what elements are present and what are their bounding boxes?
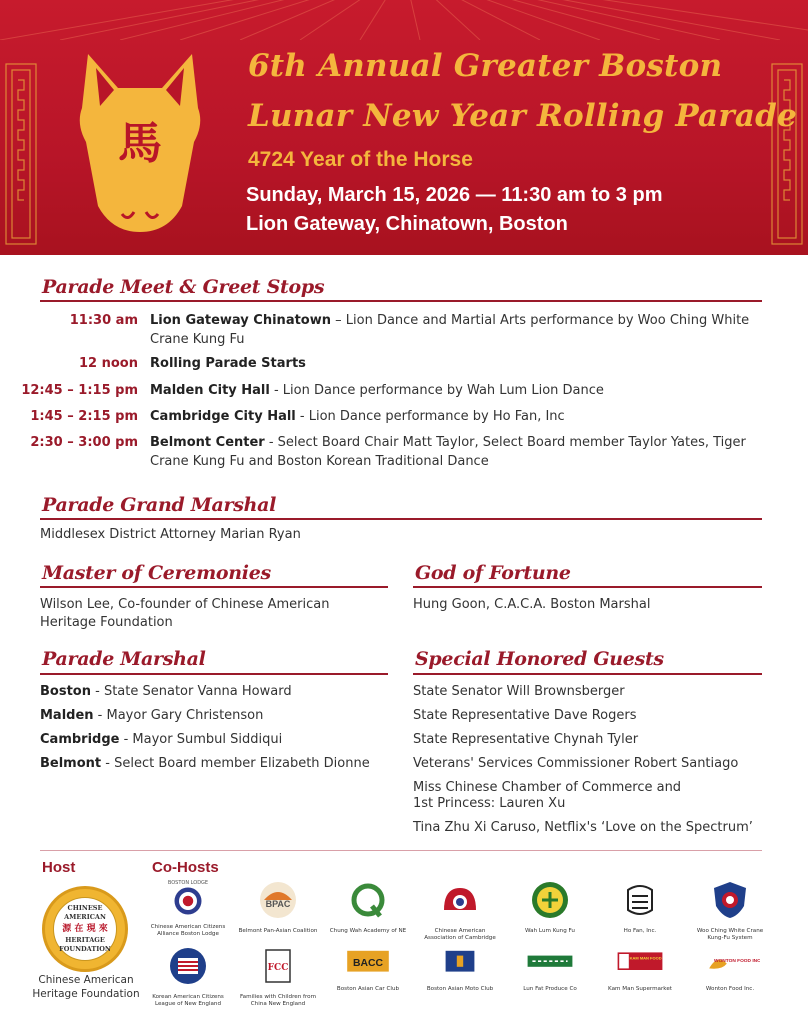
host-label: Host bbox=[42, 859, 76, 876]
cohost-logo bbox=[326, 880, 410, 935]
host-name-line2: Heritage Foundation bbox=[32, 988, 140, 1000]
marshal-person: - State Senator Vanna Howard bbox=[90, 684, 292, 699]
seal-bottom-text: HERITAGE FOUNDATION bbox=[59, 936, 111, 953]
bpac-badge: BPAC bbox=[265, 899, 291, 909]
master-of-ceremonies-text: Wilson Lee, Co-founder of Chinese American Heritage Foundation bbox=[40, 597, 330, 630]
chung-wah-logo-icon bbox=[348, 880, 388, 920]
marshal-item bbox=[40, 755, 370, 773]
bacc-badge: BACC bbox=[352, 958, 384, 969]
cohost-logo bbox=[146, 946, 230, 1008]
honored-guests-heading: Special Honored Guests bbox=[415, 648, 664, 670]
stop-detail: – Lion Dance and Martial Arts performance by Woo Ching White Crane Kung Fu bbox=[150, 313, 750, 347]
cohost-logo bbox=[508, 880, 592, 935]
caac-logo-icon bbox=[440, 880, 480, 920]
horse-character: 馬 bbox=[118, 118, 162, 169]
cohost-logo bbox=[598, 880, 682, 935]
stop-detail: - Lion Dance performance by Wah Lum Lion Dance bbox=[269, 383, 604, 398]
guest-item: Veterans' Services Commissioner Robert Santiago bbox=[413, 756, 739, 771]
guest-item: 1st Princess: Lauren Xu bbox=[413, 796, 566, 811]
cohost-name: Chung Wah Academy of NE bbox=[329, 928, 407, 934]
cohost-logo bbox=[146, 880, 230, 938]
cohost-logo bbox=[418, 946, 502, 993]
god-of-fortune-rule bbox=[413, 586, 762, 588]
honored-guests-rule bbox=[413, 673, 762, 675]
cohost-name: Families with Children from China New England bbox=[239, 994, 317, 1007]
cohost-logo bbox=[418, 880, 502, 942]
event-header bbox=[0, 0, 808, 255]
host-name bbox=[30, 973, 142, 1001]
cohost-name: Wonton Food Inc. bbox=[705, 986, 755, 992]
cohost-logo bbox=[688, 946, 772, 993]
cohost-name: Boston Asian Car Club bbox=[336, 986, 400, 992]
cohosts-label: Co-Hosts bbox=[152, 859, 219, 876]
guest-item: State Senator Will Brownsberger bbox=[413, 684, 625, 699]
cohost-name: Chinese American Citizens Alliance Boston Lodge bbox=[150, 924, 226, 937]
kam-man-badge: KAM MAN FOOD bbox=[629, 955, 662, 961]
hosts-divider bbox=[40, 850, 762, 851]
cohost-badge: BOSTON LODGE bbox=[167, 880, 209, 886]
fcc-logo-icon bbox=[258, 946, 298, 986]
event-title-line1: 6th Annual Greater Boston bbox=[248, 48, 723, 84]
stop-time: 1:45 – 2:15 pm bbox=[30, 409, 138, 424]
marshal-person: - Mayor Gary Christenson bbox=[93, 708, 264, 723]
ho-fan-logo-icon bbox=[620, 880, 660, 920]
master-of-ceremonies-heading: Master of Ceremonies bbox=[42, 562, 271, 584]
stop-place: Cambridge City Hall bbox=[150, 409, 296, 424]
stops-heading: Parade Meet & Greet Stops bbox=[42, 276, 325, 298]
seal-characters: 源 在 現 來 bbox=[62, 924, 108, 934]
grand-marshal-heading: Parade Grand Marshal bbox=[42, 494, 277, 516]
pattern-border-left bbox=[2, 60, 42, 250]
wonton-food-logo-icon bbox=[700, 946, 760, 978]
cohost-logo bbox=[326, 946, 410, 993]
marshal-item bbox=[40, 707, 263, 725]
cohost-name: Ho Fan, Inc. bbox=[623, 928, 657, 934]
guest-item: State Representative Chynah Tyler bbox=[413, 732, 639, 747]
stop-time: 11:30 am bbox=[69, 313, 138, 328]
event-datetime: Sunday, March 15, 2026 — 11:30 am to 3 pm bbox=[246, 184, 663, 206]
wonton-badge: WONTON FOOD INC. bbox=[714, 959, 760, 964]
cohost-name: Belmont Pan-Asian Coalition bbox=[238, 928, 318, 934]
cohost-logo bbox=[688, 880, 772, 942]
kam-man-logo-icon bbox=[610, 946, 670, 978]
host-name-line1: Chinese American bbox=[38, 974, 134, 986]
marshal-item bbox=[40, 683, 292, 701]
heritage-foundation-seal-icon bbox=[42, 886, 128, 972]
marshal-city: Belmont bbox=[40, 756, 102, 771]
stop-detail: - Select Board Chair Matt Taylor, Select Board member Taylor Yates, Tiger Crane Kung Fu and Boston Korean Traditional Dance bbox=[150, 435, 746, 469]
bacc-logo-icon bbox=[340, 946, 396, 978]
stops-rule bbox=[40, 300, 762, 302]
kacl-seal-icon bbox=[168, 946, 208, 986]
parade-marshal-heading: Parade Marshal bbox=[42, 648, 206, 670]
god-of-fortune-text: Hung Goon, C.A.C.A. Boston Marshal bbox=[413, 597, 651, 612]
cohost-name: Boston Asian Moto Club bbox=[426, 986, 494, 992]
parade-marshal-rule bbox=[40, 673, 388, 675]
horse-head-icon bbox=[70, 46, 210, 236]
cohost-name: Wah Lum Kung Fu bbox=[525, 928, 575, 934]
stop-time: 12:45 – 1:15 pm bbox=[21, 383, 138, 398]
marshal-person: - Select Board member Elizabeth Dionne bbox=[101, 756, 370, 771]
grand-marshal-rule bbox=[40, 518, 762, 520]
caca-seal-icon bbox=[173, 886, 203, 916]
seal-top-text: CHINESE AMERICAN bbox=[64, 904, 106, 921]
cohost-name: Woo Ching White Crane Kung-Fu System bbox=[696, 928, 764, 941]
stop-time: 2:30 – 3:00 pm bbox=[30, 435, 138, 450]
grand-marshal-name: Middlesex District Attorney Marian Ryan bbox=[40, 527, 301, 542]
guest-item: Tina Zhu Xi Caruso, Netflix's ‘Love on the Spectrum’ bbox=[413, 820, 753, 835]
bpac-logo-icon bbox=[258, 880, 298, 920]
stop-place: Rolling Parade Starts bbox=[150, 356, 306, 371]
cohost-logo bbox=[236, 946, 320, 1008]
cohost-name: Kam Man Supermarket bbox=[608, 986, 672, 992]
marshal-city: Boston bbox=[40, 684, 91, 699]
stop-place: Lion Gateway Chinatown bbox=[150, 313, 331, 328]
stop-place: Belmont Center bbox=[150, 435, 265, 450]
marshal-person: - Mayor Sumbul Siddiqui bbox=[119, 732, 283, 747]
cohost-logo bbox=[508, 946, 592, 993]
moto-flag-icon bbox=[440, 946, 480, 978]
event-location: Lion Gateway, Chinatown, Boston bbox=[246, 213, 568, 235]
sunburst-decoration bbox=[0, 0, 808, 40]
cohost-logo bbox=[598, 946, 682, 993]
cohost-name: Lun Fat Produce Co bbox=[523, 986, 577, 992]
cohost-name: Korean American Citizens League of New England bbox=[152, 994, 224, 1007]
woo-ching-shield-icon bbox=[710, 880, 750, 920]
guest-item: Miss Chinese Chamber of Commerce and bbox=[413, 780, 682, 795]
marshal-item bbox=[40, 731, 282, 749]
stop-detail: - Lion Dance performance by Ho Fan, Inc bbox=[295, 409, 565, 424]
cohost-logo bbox=[236, 880, 320, 935]
marshal-city: Cambridge bbox=[40, 732, 120, 747]
marshal-city: Malden bbox=[40, 708, 94, 723]
moc-rule bbox=[40, 586, 388, 588]
lunar-year: 4724 Year of the Horse bbox=[248, 148, 473, 171]
guest-item: State Representative Dave Rogers bbox=[413, 708, 637, 723]
event-title-line2: Lunar New Year Rolling Parade bbox=[248, 98, 797, 134]
cohost-name: Chinese American Association of Cambridge bbox=[424, 928, 496, 941]
stop-time: 12 noon bbox=[79, 356, 138, 371]
pattern-border-right bbox=[766, 60, 806, 250]
fcc-badge: FCC bbox=[267, 963, 289, 973]
stop-place: Malden City Hall bbox=[150, 383, 270, 398]
lun-fat-banner-icon bbox=[520, 946, 580, 978]
god-of-fortune-heading: God of Fortune bbox=[415, 562, 571, 584]
wah-lum-logo-icon bbox=[530, 880, 570, 920]
